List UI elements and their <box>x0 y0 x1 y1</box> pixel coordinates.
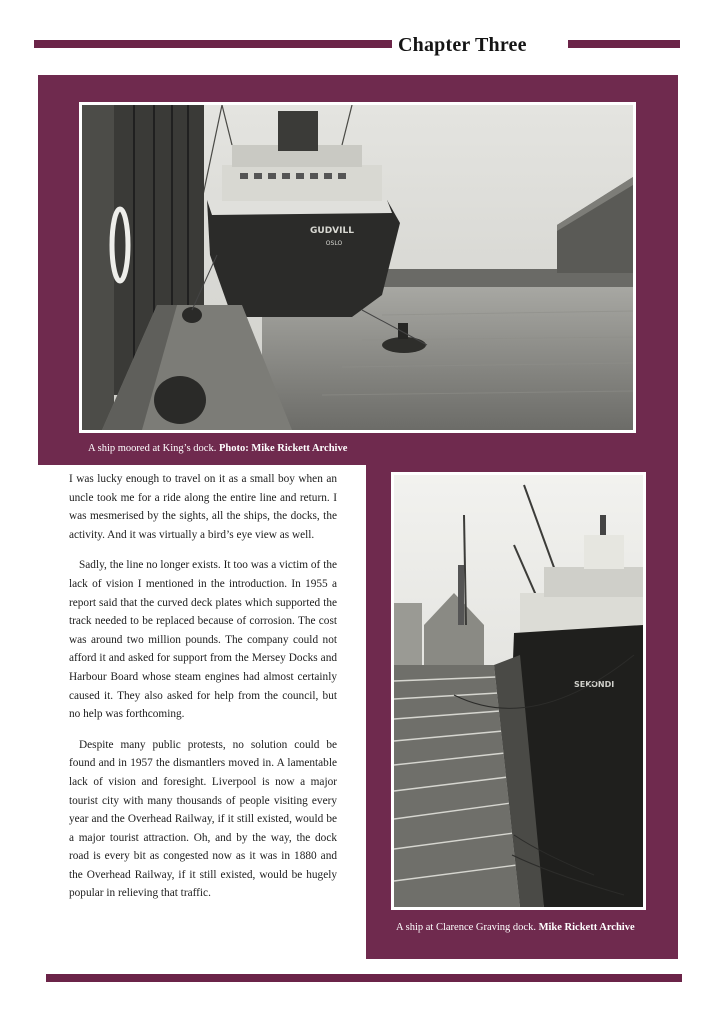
photo-caption-clarence-dock <box>396 921 658 935</box>
caption-credit: Mike Rickett Archive <box>538 922 635 933</box>
photo-clarence-dock <box>394 475 643 907</box>
paragraph: I was lucky enough to travel on it as a small boy when an uncle took me for a ride along the entire line and return. I was mesmerised by the sights, all the ships, the docks, the activity. And it was virtually a bird’s eye view as well. <box>69 473 337 541</box>
chapter-title: Chapter Three <box>398 34 527 56</box>
footer-rule <box>46 974 682 982</box>
caption-text: A ship moored at King’s dock. <box>88 443 217 454</box>
paragraph: Sadly, the line no longer exists. It too was a victim of the lack of vision I mentioned in the introduction. In 1955 a report said that the curved deck plates which supported the track needed to be replaced because of corrosion. The cost was around two million pounds. The company could not afford it and asked for support from the Mersey Docks and Harbour Board whose steam engines had almost certainly caused it. They also asked for help from the council, but no help was forthcoming. <box>69 559 337 721</box>
caption-credit: Photo: Mike Rickett Archive <box>218 443 348 454</box>
clarence-dock-photo-illustration <box>394 475 643 907</box>
photo-kings-dock <box>82 105 633 430</box>
ship-port-oslo: OSLO <box>325 240 343 247</box>
paragraph: Despite many public protests, no solution could be found and in 1957 the dismantlers moved in. A lamentable lack of vision and foresight. Liverpool is now a major tourist city with many thousands of people visiting every year and the Overhead Railway, if it still existed, would be a major tourist attraction. Oh, and by the way, the dock road is every bit as congested now as it was in 1880 and the Overhead Railway, if it still existed, would be hugely popular in relieving that traffic. <box>69 738 337 900</box>
photo-caption-kings-dock <box>88 442 628 456</box>
kings-dock-photo-illustration <box>82 105 633 430</box>
ship-name-gudvill: GUDVILL <box>310 226 354 236</box>
header-rule-left <box>34 40 392 48</box>
caption-text: A ship at Clarence Graving dock. <box>396 922 536 933</box>
header-rule-right <box>568 40 680 48</box>
body-text <box>69 470 337 915</box>
ship-name-sekondi: SEKONDI <box>574 680 615 689</box>
